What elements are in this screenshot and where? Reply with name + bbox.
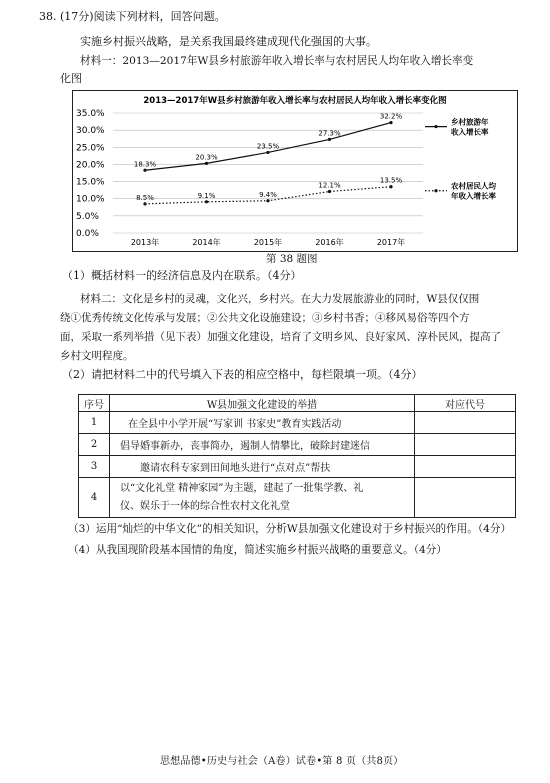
- table-row: [79, 434, 516, 456]
- row-measure-line1: 以“文化礼堂 精神家园”为主题，建起了一批集学教、礼: [120, 482, 364, 494]
- rate-chart: [72, 90, 518, 252]
- question-1: （1）概括材料一的经济信息及内在联系。（4分）: [62, 269, 302, 282]
- material2-line4: 乡村文明程度。: [60, 350, 134, 362]
- row-measure: 邀请农科专家到田间地头进行“点对点”帮扶: [110, 456, 415, 478]
- y-tick-label: 25.0%: [76, 143, 105, 154]
- legend-label: 年收入增长率: [451, 191, 496, 201]
- y-tick-label: 0.0%: [76, 229, 99, 239]
- answer-cell[interactable]: [415, 434, 516, 456]
- y-tick-label: 15.0%: [76, 177, 105, 188]
- data-label: 12.1%: [318, 181, 341, 190]
- chart-title: 2013—2017年W县乡村旅游年收入增长率与农村居民人均年收入增长率变化图: [143, 96, 447, 106]
- question-4: （4）从我国现阶段基本国情的角度，简述实施乡村振兴战略的重要意义。（4分）: [68, 544, 447, 556]
- x-tick-label: 2016年: [315, 238, 344, 247]
- table-header-measure: W县加强文化建设的举措: [110, 395, 415, 412]
- row-measure: 倡导婚事新办，丧事简办，遏制人情攀比，破除封建迷信: [110, 434, 415, 456]
- data-label: 32.2%: [379, 112, 403, 121]
- data-point: [205, 200, 208, 203]
- data-label: 13.5%: [379, 176, 403, 185]
- table-header-code: 对应代号: [415, 395, 516, 412]
- y-tick-label: 30.0%: [76, 126, 105, 137]
- answer-cell[interactable]: [415, 478, 516, 518]
- row-measure-line2: 仪、娱乐于一体的综合性农村文化礼堂: [120, 500, 290, 512]
- y-tick-label: 20.0%: [76, 160, 105, 171]
- x-tick-label: 2015年: [253, 238, 283, 247]
- x-tick-label: 2013年: [130, 238, 160, 247]
- data-label: 9.4%: [259, 190, 277, 199]
- data-point: [328, 190, 331, 193]
- table-header-row: [79, 395, 516, 412]
- row-no: 2: [79, 434, 110, 456]
- legend-label: 收入增长率: [451, 127, 489, 137]
- x-tick-label: 2014年: [192, 238, 221, 247]
- row-no: 4: [79, 478, 110, 518]
- question-3: （3）运用“灿烂的中华文化”的相关知识，分析W县加强文化建设对于乡村振兴的作用。（4分）: [68, 523, 512, 535]
- table-row: [79, 478, 516, 518]
- material2-line2: 绕①优秀传统文化传承与发展；②公共文化设施建设；③乡村书香；④移风易俗等四个方: [60, 312, 470, 324]
- material1-line2: 化图: [60, 72, 82, 85]
- question-header: 38. (17分)阅读下列材料，回答问题。: [39, 10, 226, 23]
- legend-label: 乡村旅游年: [451, 117, 489, 127]
- table-row: [79, 456, 516, 478]
- data-label: 23.5%: [256, 142, 280, 151]
- y-tick-label: 35.0%: [76, 109, 105, 119]
- measures-table: [78, 394, 516, 518]
- row-measure: 在全县中小学开展“写家训 书家史”教育实践活动: [110, 412, 415, 434]
- y-tick-label: 5.0%: [76, 211, 99, 222]
- y-tick-label: 10.0%: [76, 194, 105, 205]
- table-header-no: 序号: [79, 395, 110, 412]
- data-point: [266, 151, 269, 154]
- data-label: 27.3%: [318, 129, 341, 138]
- data-point: [266, 199, 269, 202]
- data-point: [143, 169, 146, 172]
- legend-marker: [434, 189, 437, 192]
- intro-text: 实施乡村振兴战略，是关系我国最终建成现代化强国的大事。: [80, 35, 377, 48]
- row-no: 1: [79, 412, 110, 434]
- answer-cell[interactable]: [415, 456, 516, 478]
- question-2: （2）请把材料二中的代号填入下表的相应空格中，每栏限填一项。（4分）: [62, 368, 423, 381]
- x-tick-label: 2017年: [376, 238, 406, 247]
- answer-cell[interactable]: [415, 412, 516, 434]
- data-point: [205, 162, 208, 165]
- legend-marker: [434, 125, 437, 128]
- table-row: [79, 412, 516, 434]
- data-point: [328, 138, 331, 141]
- row-measure: [110, 478, 415, 518]
- data-label: 18.3%: [133, 160, 157, 169]
- row-no: 3: [79, 456, 110, 478]
- chart-svg: [73, 91, 517, 251]
- data-point: [143, 202, 146, 205]
- figure-caption: 第 38 题图: [266, 253, 318, 265]
- data-label: 8.5%: [136, 193, 154, 202]
- data-point: [389, 121, 392, 124]
- data-label: 20.3%: [195, 153, 218, 162]
- material2-line3: 面，采取一系列举措（见下表）加强文化建设，培育了文明乡风、良好家风、淳朴民风，提高了: [60, 331, 501, 343]
- page-footer: 思想品德•历史与社会（A卷）试卷•第 8 页（共8页）: [160, 756, 404, 767]
- data-point: [389, 185, 392, 188]
- data-label: 9.1%: [197, 191, 216, 200]
- material2-line1: 材料二：文化是乡村的灵魂，文化兴，乡村兴。在大力发展旅游业的同时，W县仅仅围: [80, 293, 480, 305]
- material1-line1: 材料一：2013—2017年W县乡村旅游年收入增长率与农村居民人均年收入增长率变: [80, 55, 474, 67]
- legend-label: 农村居民人均: [451, 181, 496, 191]
